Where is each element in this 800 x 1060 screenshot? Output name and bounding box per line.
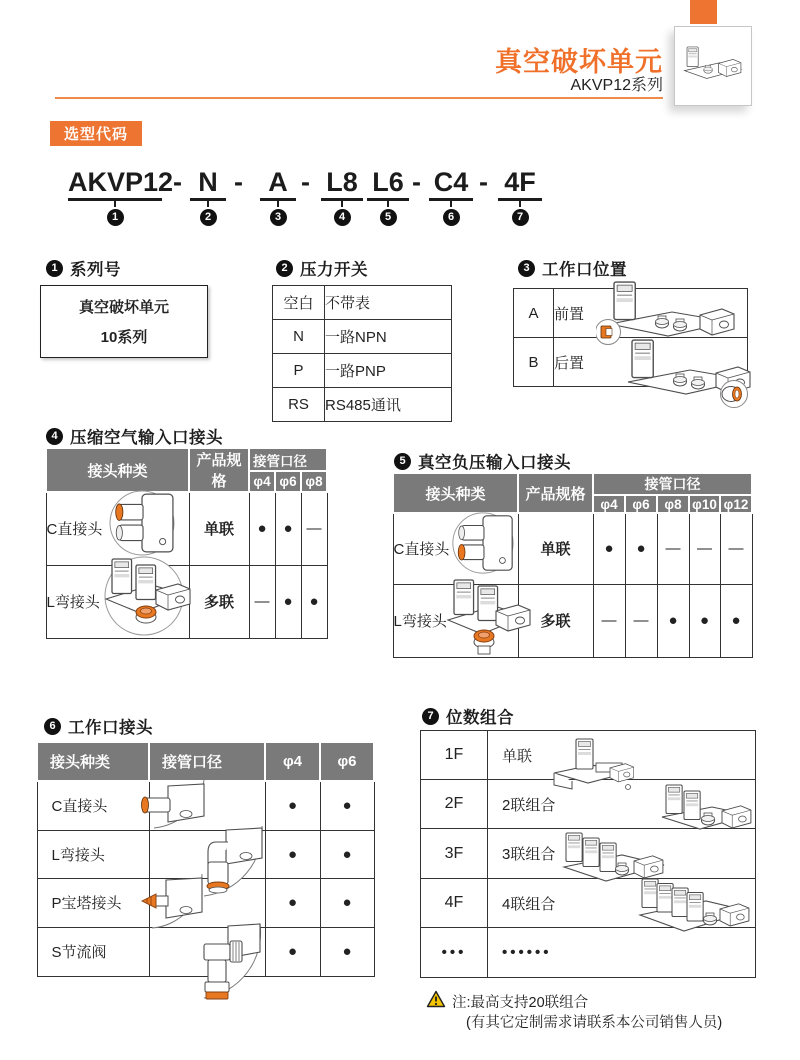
section-heading-series bbox=[46, 256, 121, 280]
desc-cell: 一路NPN bbox=[325, 320, 452, 354]
segment-code: N bbox=[190, 167, 226, 201]
code-cell: RS bbox=[273, 388, 325, 422]
section-heading-vacuum-input-fitting bbox=[394, 449, 571, 473]
availability-mark: — bbox=[249, 565, 275, 638]
segment-number-disc: 1 bbox=[107, 209, 124, 226]
col-header-spec: 产品规格 bbox=[189, 448, 249, 492]
desc-cell: 3联组合 bbox=[488, 829, 756, 879]
availability-mark: ● bbox=[593, 513, 625, 584]
availability-mark: ● bbox=[625, 513, 657, 584]
code-cell: 3F bbox=[421, 829, 488, 879]
code-cell: N bbox=[273, 320, 325, 354]
col-header-diameter: 接管口径 bbox=[149, 742, 265, 781]
diam-header: φ8 bbox=[657, 495, 689, 513]
section-heading-station-combination bbox=[422, 704, 514, 728]
section-title: 系列号 bbox=[70, 261, 121, 279]
section-heading-work-port-fitting bbox=[44, 714, 153, 738]
vacuum-input-fitting-table bbox=[392, 472, 753, 658]
model-code-segment bbox=[498, 167, 542, 226]
fitting-type-cell: L弯接头 bbox=[393, 584, 518, 657]
series-line2: 10系列 bbox=[100, 329, 148, 346]
segment-code: 4F bbox=[498, 167, 542, 201]
spec-cell: 单联 bbox=[518, 513, 593, 584]
desc-cell: RS485通讯 bbox=[325, 388, 452, 422]
availability-mark: ● bbox=[320, 878, 374, 927]
segment-number-disc: 3 bbox=[270, 209, 287, 226]
segment-code: L8 bbox=[321, 167, 363, 201]
availability-mark: ● bbox=[265, 781, 320, 830]
model-code bbox=[0, 167, 800, 229]
segment-number-disc: 7 bbox=[512, 209, 529, 226]
segment-code: L6 bbox=[367, 167, 409, 201]
desc-cell: 后置 bbox=[554, 338, 748, 387]
code-cell: 2F bbox=[421, 780, 488, 829]
section-title: 工作口位置 bbox=[542, 261, 627, 279]
code-dash: - bbox=[173, 167, 182, 197]
section-title: 压缩空气输入口接头 bbox=[70, 429, 223, 447]
section-title: 真空负压输入口接头 bbox=[418, 454, 571, 472]
col-header-spec: 产品规格 bbox=[518, 473, 593, 513]
diam-header: φ6 bbox=[320, 742, 374, 781]
fitting-image-cell bbox=[149, 927, 265, 976]
availability-mark: — bbox=[625, 584, 657, 657]
air-input-fitting-table bbox=[45, 447, 328, 639]
fitting-type-cell: S节流阀 bbox=[37, 927, 149, 976]
model-code-segment bbox=[367, 167, 409, 226]
section-heading-port-position bbox=[518, 256, 627, 280]
segment-number-disc: 5 bbox=[380, 209, 397, 226]
availability-mark: — bbox=[301, 492, 327, 565]
desc-cell: 不带表 bbox=[325, 286, 452, 320]
segment-number-disc: 6 bbox=[443, 209, 460, 226]
section-heading-pressure-switch bbox=[276, 256, 368, 280]
availability-mark: ● bbox=[249, 492, 275, 565]
diam-header: φ8 bbox=[301, 471, 327, 492]
code-cell: 1F bbox=[421, 731, 488, 780]
spec-cell: 多联 bbox=[518, 584, 593, 657]
diam-header: φ4 bbox=[593, 495, 625, 513]
model-code-segment bbox=[321, 167, 363, 226]
availability-mark: — bbox=[593, 584, 625, 657]
code-cell: 4F bbox=[421, 879, 488, 928]
selection-code-badge: 选型代码 bbox=[50, 121, 142, 146]
availability-mark: ● bbox=[320, 927, 374, 976]
page-series: AKVP12系列 bbox=[570, 77, 663, 94]
fitting-type-cell: L弯接头 bbox=[46, 565, 189, 638]
section-title: 压力开关 bbox=[300, 261, 368, 279]
model-code-segment bbox=[68, 167, 174, 226]
spec-cell: 多联 bbox=[189, 565, 249, 638]
fitting-image-cell bbox=[149, 878, 265, 927]
availability-mark: ● bbox=[275, 565, 301, 638]
series-box bbox=[40, 285, 208, 358]
page-title: 真空破坏单元 bbox=[495, 47, 663, 77]
segment-code: C4 bbox=[429, 167, 473, 201]
series-line1: 真空破坏单元 bbox=[78, 299, 169, 316]
availability-mark: ● bbox=[720, 584, 752, 657]
availability-mark: ● bbox=[689, 584, 720, 657]
section-number-disc: 4 bbox=[46, 428, 63, 445]
code-cell: ••• bbox=[421, 928, 488, 978]
segment-code: A bbox=[260, 167, 296, 201]
section-title: 工作口接头 bbox=[68, 719, 153, 737]
fitting-type-cell: L弯接头 bbox=[37, 830, 149, 878]
col-header-diameter: 接管口径 bbox=[593, 473, 752, 495]
code-cell: B bbox=[514, 338, 554, 387]
diam-header: φ6 bbox=[275, 471, 301, 492]
section-number-disc: 1 bbox=[46, 260, 63, 277]
col-header-type: 接头种类 bbox=[37, 742, 149, 781]
section-number-disc: 5 bbox=[394, 453, 411, 470]
spec-cell: 单联 bbox=[189, 492, 249, 565]
model-code-segment bbox=[190, 167, 226, 226]
work-port-fitting-table bbox=[36, 741, 375, 977]
code-dash: - bbox=[301, 167, 310, 197]
desc-cell: 4联组合 bbox=[488, 879, 756, 928]
availability-mark: ● bbox=[265, 927, 320, 976]
fitting-type-cell: P宝塔接头 bbox=[37, 878, 149, 927]
code-cell: 空白 bbox=[273, 286, 325, 320]
segment-code: AKVP12 bbox=[68, 167, 162, 201]
header-rule bbox=[55, 97, 663, 99]
header-product-image bbox=[679, 43, 745, 89]
page-corner-tab bbox=[690, 0, 717, 24]
availability-mark: — bbox=[720, 513, 752, 584]
fitting-image-cell bbox=[149, 830, 265, 878]
code-cell: A bbox=[514, 289, 554, 338]
port-position-table bbox=[513, 288, 748, 387]
fitting-type-cell: C直接头 bbox=[37, 781, 149, 830]
availability-mark: ● bbox=[657, 584, 689, 657]
section-number-disc: 2 bbox=[276, 260, 293, 277]
header-product-box bbox=[674, 26, 752, 106]
section-number-disc: 3 bbox=[518, 260, 535, 277]
section-heading-air-input-fitting bbox=[46, 424, 223, 448]
diam-header: φ4 bbox=[249, 471, 275, 492]
pressure-switch-table bbox=[272, 285, 452, 422]
model-code-segment bbox=[260, 167, 296, 226]
availability-mark: — bbox=[689, 513, 720, 584]
col-header-type: 接头种类 bbox=[393, 473, 518, 513]
availability-mark: ● bbox=[265, 830, 320, 878]
section-number-disc: 7 bbox=[422, 708, 439, 725]
col-header-type: 接头种类 bbox=[46, 448, 189, 492]
availability-mark: ● bbox=[275, 492, 301, 565]
station-combination-table bbox=[420, 730, 756, 978]
segment-number-disc: 4 bbox=[334, 209, 351, 226]
model-code-segment bbox=[429, 167, 473, 226]
section-title: 位数组合 bbox=[446, 709, 514, 727]
desc-cell: 2联组合 bbox=[488, 780, 756, 829]
diam-header: φ4 bbox=[265, 742, 320, 781]
code-dash: - bbox=[234, 167, 243, 197]
note-line1: 注:最高支持20联组合 bbox=[452, 995, 589, 1011]
availability-mark: ● bbox=[320, 781, 374, 830]
diam-header: φ10 bbox=[689, 495, 720, 513]
desc-cell: 单联 bbox=[488, 731, 756, 780]
note-line2: (有其它定制需求请联系本公司销售人员) bbox=[466, 1015, 723, 1031]
desc-cell: 一路PNP bbox=[325, 354, 452, 388]
fitting-type-cell: C直接头 bbox=[393, 513, 518, 584]
diam-header: φ12 bbox=[720, 495, 752, 513]
code-dash: - bbox=[479, 167, 488, 197]
diam-header: φ6 bbox=[625, 495, 657, 513]
warning-icon bbox=[426, 990, 446, 1008]
code-dash: - bbox=[412, 167, 421, 197]
code-cell: P bbox=[273, 354, 325, 388]
availability-mark: ● bbox=[265, 878, 320, 927]
fitting-type-cell: C直接头 bbox=[46, 492, 189, 565]
col-header-diameter: 接管口径 bbox=[249, 448, 327, 471]
desc-cell: •••••• bbox=[488, 928, 756, 978]
desc-cell: 前置 bbox=[554, 289, 748, 338]
availability-mark: ● bbox=[320, 830, 374, 878]
availability-mark: — bbox=[657, 513, 689, 584]
segment-number-disc: 2 bbox=[200, 209, 217, 226]
section-number-disc: 6 bbox=[44, 718, 61, 735]
fitting-image-cell bbox=[149, 781, 265, 830]
availability-mark: ● bbox=[301, 565, 327, 638]
